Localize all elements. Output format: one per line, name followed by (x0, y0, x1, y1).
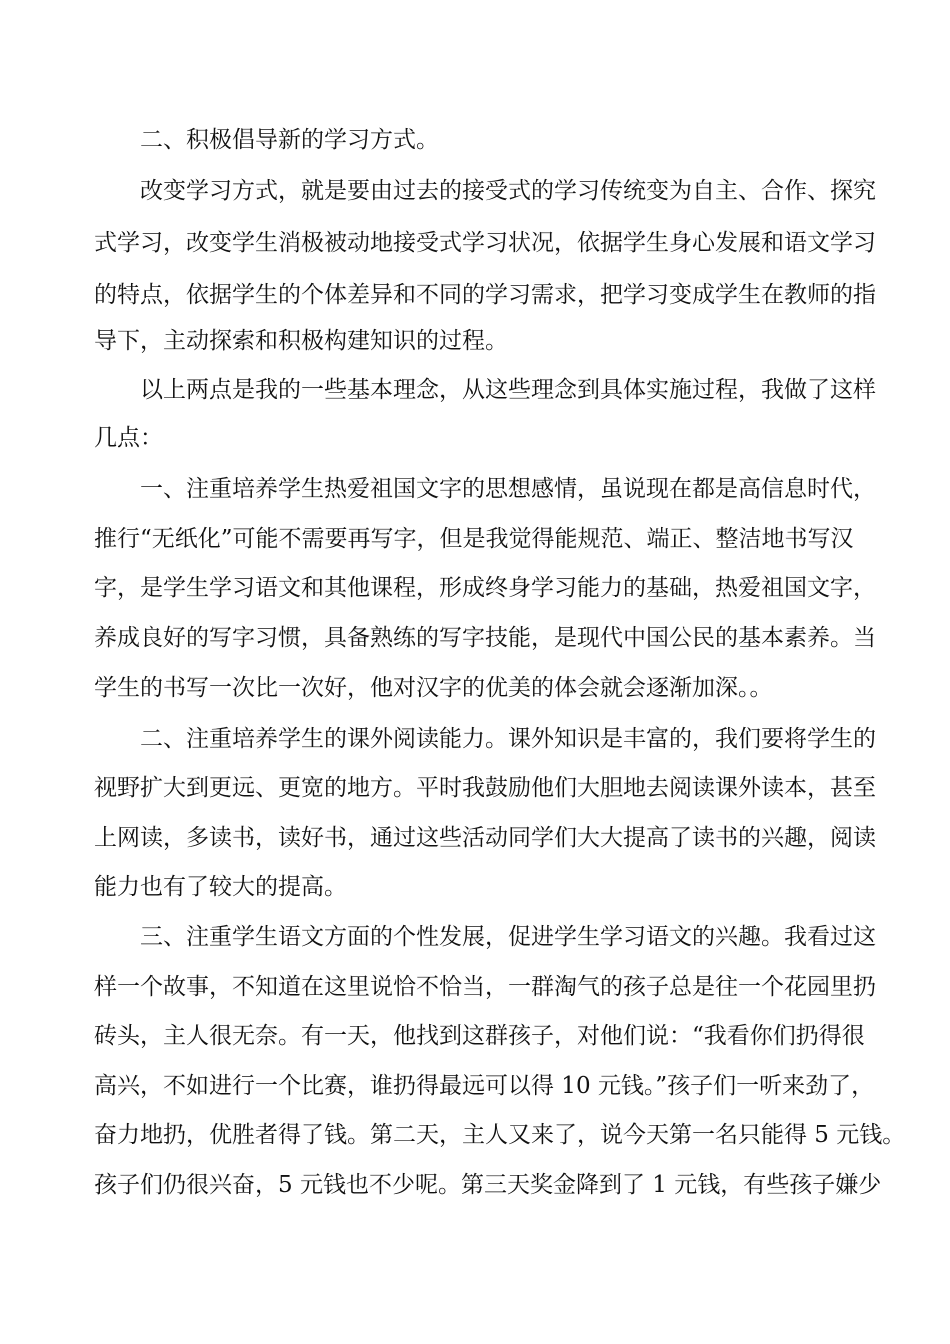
paragraph-line: 能力也有了较大的提高。 (94, 874, 347, 900)
paragraph-line: 改变学习方式，就是要由过去的接受式的学习传统变为自主、合作、探究 (140, 178, 876, 204)
section-heading-learning-methods: 二、积极倡导新的学习方式。 (140, 127, 439, 153)
paragraph-line: 样一个故事，不知道在这里说恰不恰当，一群淘气的孩子总是往一个花园里扔 (94, 974, 876, 1000)
paragraph-line: 推行“无纸化”可能不需要再写字，但是我觉得能规范、端正、整洁地书写汉 (94, 526, 854, 552)
paragraph-line: 二、注重培养学生的课外阅读能力。课外知识是丰富的，我们要将学生的 (140, 726, 876, 752)
paragraph-line: 奋力地扔，优胜者得了钱。第二天，主人又来了，说今天第一名只能得 5 元钱。 (94, 1122, 906, 1148)
paragraph-line: 高兴，不如进行一个比赛，谁扔得最远可以得 10 元钱。”孩子们一听来劲了， (94, 1073, 875, 1099)
paragraph-line: 的特点，依据学生的个体差异和不同的学习需求，把学习变成学生在教师的指 (94, 282, 876, 308)
paragraph-line: 式学习，改变学生消极被动地接受式学习状况，依据学生身心发展和语文学习 (94, 230, 876, 256)
paragraph-line: 一、注重培养学生热爱祖国文字的思想感情，虽说现在都是高信息时代， (140, 476, 876, 502)
paragraph-line: 三、注重学生语文方面的个性发展，促进学生学习语文的兴趣。我看过这 (140, 924, 876, 950)
paragraph-line: 以上两点是我的一些基本理念，从这些理念到具体实施过程，我做了这样 (140, 377, 876, 403)
paragraph-line: 字，是学生学习语文和其他课程，形成终身学习能力的基础，热爱祖国文字， (94, 575, 876, 601)
paragraph-line: 上网读，多读书，读好书，通过这些活动同学们大大提高了读书的兴趣，阅读 (94, 825, 876, 851)
paragraph-line: 学生的书写一次比一次好，他对汉字的优美的体会就会逐渐加深。。 (94, 675, 773, 701)
paragraph-line: 孩子们仍很兴奋，5 元钱也不少呢。第三天奖金降到了 1 元钱，有些孩子嫌少 (94, 1172, 882, 1198)
paragraph-line: 几点： (94, 425, 163, 451)
paragraph-line: 视野扩大到更远、更宽的地方。平时我鼓励他们大胆地去阅读课外读本，甚至 (94, 775, 876, 801)
paragraph-line: 导下，主动探索和积极构建知识的过程。 (94, 328, 508, 354)
paragraph-line: 养成良好的写字习惯，具备熟练的写字技能，是现代中国公民的基本素养。当 (94, 625, 876, 651)
paragraph-line: 砖头，主人很无奈。有一天，他找到这群孩子，对他们说：“我看你们扔得很 (94, 1023, 865, 1049)
